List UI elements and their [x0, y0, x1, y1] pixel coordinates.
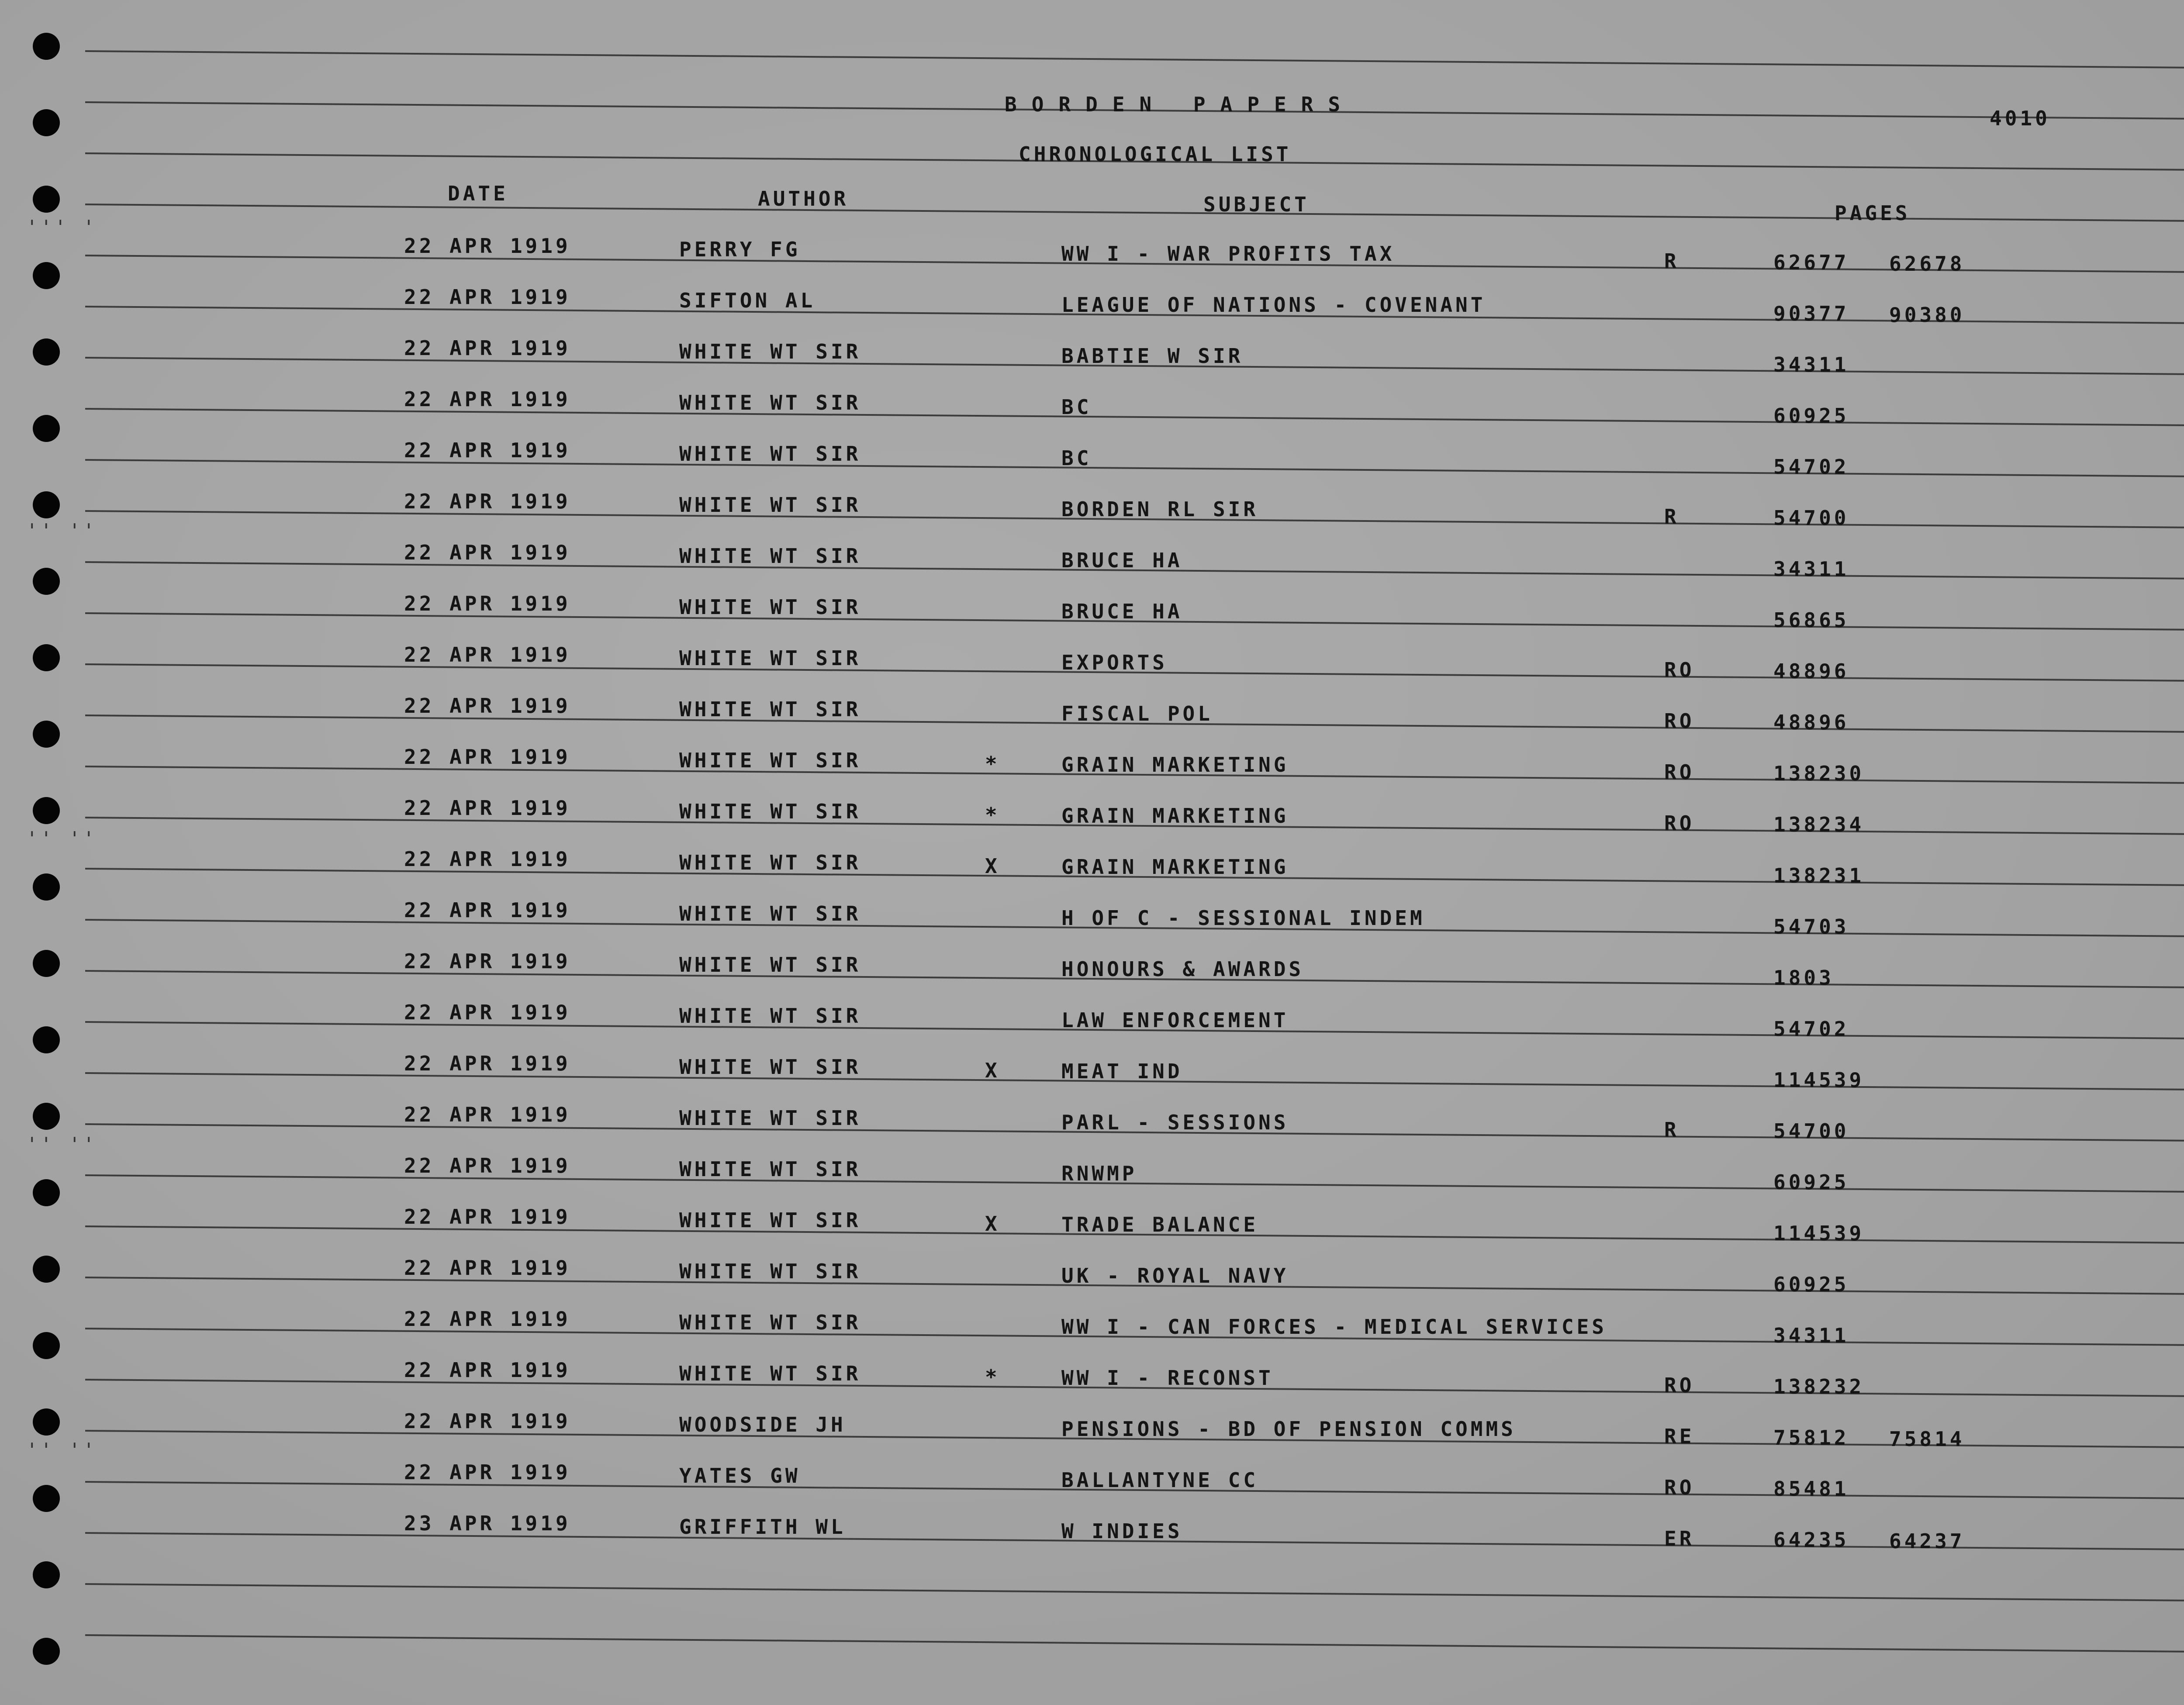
entry-page-start: 34311 [1773, 1323, 1849, 1347]
ruled-line [85, 1634, 2184, 1653]
entry-code: RO [1664, 1373, 1695, 1397]
entry-author: WHITE WT SIR [679, 850, 861, 874]
entry-author: GRIFFITH WL [679, 1515, 846, 1539]
feed-hole [33, 1638, 60, 1665]
entry-date: 22 APR 1919 [404, 1154, 571, 1178]
feed-hole [33, 1103, 60, 1130]
entry-author: WHITE WT SIR [679, 1259, 861, 1283]
entry-author: PERRY FG [679, 237, 801, 261]
entry-date: 22 APR 1919 [404, 490, 571, 514]
feed-hole [33, 33, 60, 60]
entry-date: 22 APR 1919 [404, 438, 571, 462]
entry-date: 22 APR 1919 [404, 1052, 571, 1076]
entry-code: RO [1664, 760, 1695, 784]
entry-date: 22 APR 1919 [404, 643, 571, 667]
entry-date: 22 APR 1919 [404, 898, 571, 922]
entry-page-start: 54700 [1773, 506, 1849, 530]
entry-date: 22 APR 1919 [404, 847, 571, 871]
entry-author: WHITE WT SIR [679, 493, 861, 517]
entry-subject: LEAGUE OF NATIONS - COVENANT [1061, 293, 1486, 317]
entry-code: R [1664, 504, 1679, 528]
edge-tick-marks: '' '' [26, 1439, 97, 1461]
entry-mark: X [985, 1212, 1000, 1236]
entry-page-start: 34311 [1773, 557, 1849, 581]
column-header-date: DATE [448, 182, 508, 205]
entry-code: RO [1664, 709, 1695, 733]
feed-hole [33, 491, 60, 518]
feed-hole [33, 568, 60, 595]
entry-date: 22 APR 1919 [404, 1103, 571, 1127]
feed-hole [33, 873, 60, 901]
feed-hole [33, 950, 60, 977]
entry-page-start: 54703 [1773, 915, 1849, 939]
feed-hole [33, 644, 60, 671]
feed-hole [33, 1256, 60, 1283]
entry-page-start: 138231 [1773, 863, 1865, 887]
ruled-line [85, 1583, 2184, 1602]
entry-page-start: 34311 [1773, 352, 1849, 376]
entry-code: R [1664, 1118, 1679, 1142]
entry-subject: BC [1061, 395, 1092, 419]
entry-subject: WW I - CAN FORCES - MEDICAL SERVICES [1061, 1315, 1607, 1339]
entry-subject: RNWMP [1061, 1162, 1137, 1186]
entry-date: 22 APR 1919 [404, 285, 571, 309]
entry-page-start: 75812 [1773, 1425, 1849, 1450]
entry-author: WHITE WT SIR [679, 1361, 861, 1385]
entry-page-start: 54702 [1773, 1017, 1849, 1041]
entry-subject: BRUCE HA [1061, 600, 1183, 624]
entry-author: WHITE WT SIR [679, 390, 861, 414]
entry-mark: * [985, 803, 1000, 827]
entry-subject: W INDIES [1061, 1519, 1183, 1543]
column-header-pages: PAGES [1835, 201, 1911, 225]
entry-date: 22 APR 1919 [404, 336, 571, 360]
entry-date: 22 APR 1919 [404, 387, 571, 411]
entry-date: 22 APR 1919 [404, 1256, 571, 1280]
entry-subject: LAW ENFORCEMENT [1061, 1008, 1289, 1032]
entry-subject: GRAIN MARKETING [1061, 753, 1289, 777]
entry-mark: * [985, 752, 1000, 776]
entry-subject: GRAIN MARKETING [1061, 855, 1289, 879]
entry-subject: MEAT IND [1061, 1060, 1183, 1084]
entry-subject: H OF C - SESSIONAL INDEM [1061, 906, 1425, 930]
entry-author: WHITE WT SIR [679, 697, 861, 721]
feed-hole [33, 1026, 60, 1053]
entry-page-start: 85481 [1773, 1477, 1849, 1501]
document-title: BORDEN PAPERS [1005, 93, 1355, 116]
entry-subject: EXPORTS [1061, 651, 1168, 675]
feed-hole [33, 721, 60, 748]
entry-author: WHITE WT SIR [679, 544, 861, 568]
entry-page-start: 138230 [1773, 761, 1865, 785]
entry-date: 22 APR 1919 [404, 1409, 571, 1433]
entry-page-start: 60925 [1773, 1272, 1849, 1296]
entry-page-start: 64235 [1773, 1528, 1849, 1552]
entry-author: WHITE WT SIR [679, 1004, 861, 1028]
entry-author: WHITE WT SIR [679, 1106, 861, 1130]
entry-code: RE [1664, 1424, 1695, 1448]
entry-page-start: 48896 [1773, 710, 1849, 734]
entry-date: 22 APR 1919 [404, 234, 571, 258]
feed-hole [33, 415, 60, 442]
entry-page-end: 90380 [1889, 303, 1965, 327]
entry-subject: BC [1061, 446, 1092, 470]
document-subtitle: CHRONOLOGICAL LIST [1019, 142, 1292, 166]
entry-subject: FISCAL POL [1061, 702, 1213, 726]
entry-subject: BORDEN RL SIR [1061, 497, 1259, 521]
feed-hole [33, 797, 60, 824]
entry-date: 22 APR 1919 [404, 1460, 571, 1484]
entry-author: WHITE WT SIR [679, 1055, 861, 1079]
column-header-subject: SUBJECT [1203, 193, 1310, 216]
entry-mark: * [985, 1365, 1000, 1389]
entry-author: WHITE WT SIR [679, 1310, 861, 1334]
entry-date: 22 APR 1919 [404, 541, 571, 565]
entry-author: WOODSIDE JH [679, 1412, 846, 1436]
feed-hole [33, 109, 60, 136]
entry-date: 22 APR 1919 [404, 1358, 571, 1382]
entry-page-start: 114539 [1773, 1068, 1865, 1092]
feed-hole [33, 1332, 60, 1359]
entry-author: WHITE WT SIR [679, 595, 861, 619]
edge-tick-marks: '' '' [26, 520, 97, 542]
entry-author: WHITE WT SIR [679, 953, 861, 977]
edge-tick-marks: '' '' [26, 1133, 97, 1156]
entry-author: WHITE WT SIR [679, 1208, 861, 1232]
feed-hole [33, 262, 60, 289]
entry-mark: X [985, 1059, 1000, 1083]
entry-page-start: 138232 [1773, 1374, 1865, 1398]
entry-page-start: 48896 [1773, 659, 1849, 683]
entry-date: 22 APR 1919 [404, 1001, 571, 1025]
entry-date: 22 APR 1919 [404, 1205, 571, 1229]
edge-tick-marks: '' '' [26, 828, 97, 850]
entry-subject: HONOURS & AWARDS [1061, 957, 1304, 981]
entry-page-start: 60925 [1773, 1170, 1849, 1194]
entry-subject: WW I - WAR PROFITS TAX [1061, 242, 1395, 266]
entry-author: WHITE WT SIR [679, 901, 861, 925]
feed-hole [33, 1408, 60, 1436]
entry-author: YATES GW [679, 1463, 801, 1488]
entry-page-start: 60925 [1773, 404, 1849, 428]
feed-hole [33, 1561, 60, 1588]
page-number: 4010 [1990, 107, 2050, 130]
entry-author: WHITE WT SIR [679, 646, 861, 670]
entry-page-start: 1803 [1773, 966, 1834, 990]
feed-hole [33, 1179, 60, 1206]
entry-date: 22 APR 1919 [404, 796, 571, 820]
entry-mark: X [985, 854, 1000, 878]
entry-code: RO [1664, 1475, 1695, 1499]
entry-date: 23 APR 1919 [404, 1512, 571, 1536]
entry-author: WHITE WT SIR [679, 748, 861, 772]
entry-subject: GRAIN MARKETING [1061, 804, 1289, 828]
entry-page-start: 56865 [1773, 608, 1849, 632]
entry-page-end: 64237 [1889, 1529, 1965, 1553]
entry-date: 22 APR 1919 [404, 694, 571, 718]
feed-hole [33, 338, 60, 366]
entry-code: R [1664, 249, 1679, 273]
feed-hole [33, 1485, 60, 1512]
entry-author: SIFTON AL [679, 288, 816, 312]
feed-hole [33, 186, 60, 213]
entry-code: RO [1664, 658, 1695, 682]
entry-date: 22 APR 1919 [404, 745, 571, 769]
entry-page-end: 62678 [1889, 252, 1965, 276]
entry-date: 22 APR 1919 [404, 592, 571, 616]
entry-page-end: 75814 [1889, 1427, 1965, 1451]
entry-page-start: 138234 [1773, 812, 1865, 836]
entry-code: RO [1664, 811, 1695, 835]
entry-author: WHITE WT SIR [679, 339, 861, 363]
entry-date: 22 APR 1919 [404, 949, 571, 973]
entry-code: ER [1664, 1526, 1695, 1550]
entry-page-start: 54702 [1773, 455, 1849, 479]
entry-date: 22 APR 1919 [404, 1307, 571, 1331]
entry-subject: PARL - SESSIONS [1061, 1111, 1289, 1135]
entry-page-start: 114539 [1773, 1221, 1865, 1245]
entry-subject: TRADE BALANCE [1061, 1213, 1259, 1237]
entry-author: WHITE WT SIR [679, 442, 861, 466]
entry-subject: WW I - RECONST [1061, 1366, 1274, 1390]
column-header-author: AUTHOR [758, 187, 849, 211]
edge-tick-marks: ''' ' [26, 216, 97, 238]
entry-subject: UK - ROYAL NAVY [1061, 1264, 1289, 1288]
entry-author: WHITE WT SIR [679, 1157, 861, 1181]
ruled-line [85, 50, 2184, 69]
entry-page-start: 54700 [1773, 1119, 1849, 1143]
entry-subject: BRUCE HA [1061, 549, 1183, 573]
entry-subject: PENSIONS - BD OF PENSION COMMS [1061, 1417, 1516, 1441]
entry-author: WHITE WT SIR [679, 799, 861, 823]
entry-subject: BALLANTYNE CC [1061, 1468, 1259, 1492]
entry-page-start: 62677 [1773, 250, 1849, 274]
entry-subject: BABTIE W SIR [1061, 344, 1244, 368]
entry-page-start: 90377 [1773, 301, 1849, 325]
